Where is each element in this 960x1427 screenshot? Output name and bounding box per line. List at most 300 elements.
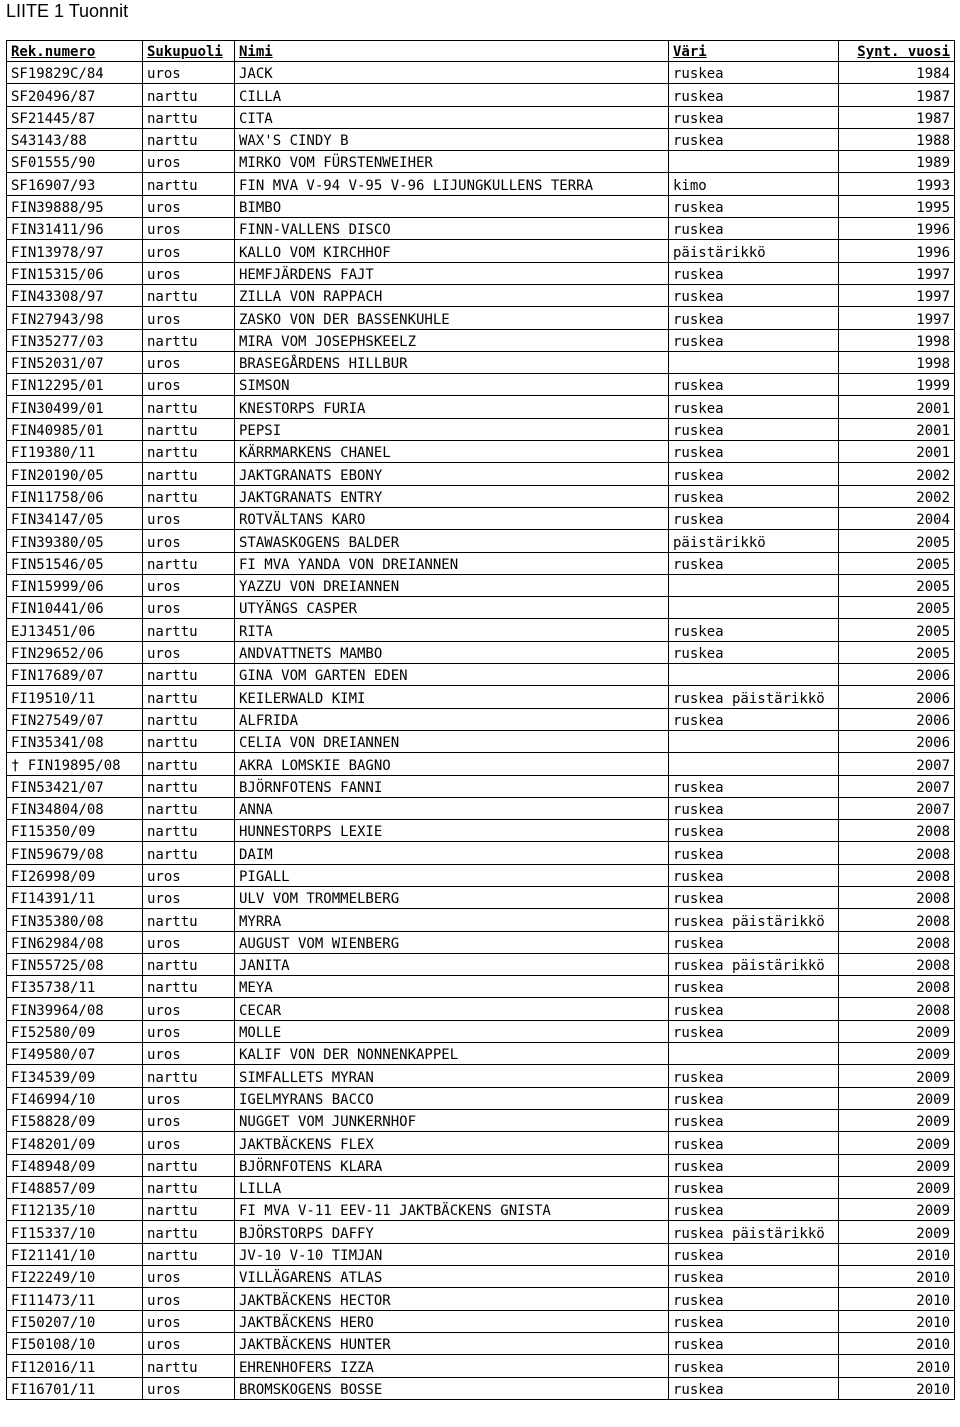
cell-name: MIRKO VOM FÜRSTENWEIHER [235,151,669,173]
table-row [7,953,955,975]
cell-reg-number: FIN59679/08 [7,842,143,864]
cell-reg-number: FI21141/10 [7,1243,143,1265]
cell-birth-year: 2009 [839,1087,955,1109]
cell-color [669,597,839,619]
table-row [7,1243,955,1265]
cell-sex: narttu [143,1243,235,1265]
cell-reg-number: FIN13978/97 [7,240,143,262]
cell-birth-year: 2005 [839,574,955,596]
cell-sex: uros [143,574,235,596]
cell-birth-year: 2010 [839,1288,955,1310]
header-row [7,41,955,62]
cell-reg-number: FIN35380/08 [7,909,143,931]
cell-birth-year: 2010 [839,1266,955,1288]
cell-name: SIMFALLETS MYRAN [235,1065,669,1087]
cell-reg-number: FI19510/11 [7,686,143,708]
cell-reg-number: FI34539/09 [7,1065,143,1087]
cell-reg-number: FI15350/09 [7,820,143,842]
cell-birth-year: 2008 [839,953,955,975]
cell-sex: uros [143,864,235,886]
cell-color: ruskea [669,485,839,507]
cell-reg-number: FIN15315/06 [7,262,143,284]
cell-name: BROMSKOGENS BOSSE [235,1377,669,1399]
cell-name: HEMFJÄRDENS FAJT [235,262,669,284]
cell-color: ruskea [669,1355,839,1377]
cell-sex: narttu [143,329,235,351]
cell-color: ruskea [669,775,839,797]
table-row [7,775,955,797]
table-row [7,485,955,507]
cell-birth-year: 2006 [839,730,955,752]
cell-name: UTYÄNGS CASPER [235,597,669,619]
cell-birth-year: 2008 [839,886,955,908]
cell-name: MIRA VOM JOSEPHSKEELZ [235,329,669,351]
table-row [7,374,955,396]
cell-sex: narttu [143,686,235,708]
cell-sex: narttu [143,730,235,752]
cell-sex: narttu [143,552,235,574]
cell-name: CECAR [235,998,669,1020]
cell-color: ruskea [669,619,839,641]
cell-color: ruskea [669,507,839,529]
cell-color [669,574,839,596]
cell-sex: narttu [143,418,235,440]
cell-reg-number: S43143/88 [7,128,143,150]
table-row [7,530,955,552]
table-row [7,1132,955,1154]
cell-color [669,753,839,775]
cell-birth-year: 1998 [839,329,955,351]
cell-birth-year: 2008 [839,931,955,953]
cell-reg-number: EJ13451/06 [7,619,143,641]
cell-name: CITA [235,106,669,128]
cell-name: ANDVATTNETS MAMBO [235,641,669,663]
cell-birth-year: 2009 [839,1043,955,1065]
cell-sex: uros [143,1288,235,1310]
cell-color: ruskea päistärikkö [669,909,839,931]
cell-color: päistärikkö [669,530,839,552]
table-row [7,708,955,730]
cell-name: PIGALL [235,864,669,886]
cell-reg-number: SF01555/90 [7,151,143,173]
cell-birth-year: 1997 [839,307,955,329]
cell-color: ruskea [669,307,839,329]
cell-color: päistärikkö [669,240,839,262]
cell-birth-year: 2009 [839,1154,955,1176]
cell-birth-year: 2008 [839,909,955,931]
table-row [7,463,955,485]
cell-color: ruskea [669,218,839,240]
cell-reg-number: FI48857/09 [7,1176,143,1198]
cell-name: MEYA [235,976,669,998]
cell-birth-year: 2006 [839,664,955,686]
cell-reg-number: SF20496/87 [7,84,143,106]
table-row [7,1221,955,1243]
cell-name: HUNNESTORPS LEXIE [235,820,669,842]
header-sex: Sukupuoli [143,41,235,62]
cell-name: DAIM [235,842,669,864]
cell-birth-year: 2008 [839,976,955,998]
cell-reg-number: FIN35277/03 [7,329,143,351]
table-row [7,151,955,173]
cell-name: BRASEGÅRDENS HILLBUR [235,351,669,373]
cell-color: ruskea [669,797,839,819]
cell-sex: uros [143,507,235,529]
cell-sex: narttu [143,84,235,106]
table-row [7,864,955,886]
cell-birth-year: 1996 [839,240,955,262]
cell-birth-year: 1987 [839,106,955,128]
cell-reg-number: FIN20190/05 [7,463,143,485]
cell-sex: narttu [143,753,235,775]
cell-sex: uros [143,1266,235,1288]
cell-name: KALLO VOM KIRCHHOF [235,240,669,262]
table-row [7,619,955,641]
cell-reg-number: FI11473/11 [7,1288,143,1310]
cell-birth-year: 2004 [839,507,955,529]
cell-name: KALIF VON DER NONNENKAPPEL [235,1043,669,1065]
cell-color: ruskea [669,1109,839,1131]
header-birth-year: Synt. vuosi [839,41,955,62]
cell-name: ULV VOM TROMMELBERG [235,886,669,908]
table-row [7,329,955,351]
table-row [7,730,955,752]
cell-sex: narttu [143,1199,235,1221]
table-row [7,842,955,864]
cell-birth-year: 2009 [839,1199,955,1221]
table-row [7,62,955,84]
cell-sex: narttu [143,775,235,797]
cell-color: ruskea [669,552,839,574]
table-row [7,1087,955,1109]
cell-color: ruskea [669,374,839,396]
cell-color: ruskea [669,1087,839,1109]
cell-birth-year: 2008 [839,998,955,1020]
header-color: Väri [669,41,839,62]
cell-sex: narttu [143,708,235,730]
table-row [7,1065,955,1087]
cell-birth-year: 1996 [839,218,955,240]
cell-sex: uros [143,641,235,663]
table-row [7,507,955,529]
table-row [7,128,955,150]
cell-sex: narttu [143,463,235,485]
cell-sex: narttu [143,619,235,641]
table-row [7,106,955,128]
cell-reg-number: FIN39964/08 [7,998,143,1020]
cell-name: JAKTBÄCKENS FLEX [235,1132,669,1154]
cell-name: BJÖRNFOTENS FANNI [235,775,669,797]
cell-name: CELIA VON DREIANNEN [235,730,669,752]
cell-birth-year: 1997 [839,284,955,306]
cell-sex: uros [143,151,235,173]
cell-reg-number: FIN10441/06 [7,597,143,619]
cell-color: ruskea [669,998,839,1020]
cell-name: LILLA [235,1176,669,1198]
cell-color: ruskea päistärikkö [669,1221,839,1243]
table-row [7,1310,955,1332]
table-row [7,597,955,619]
cell-color: ruskea [669,976,839,998]
cell-sex: narttu [143,664,235,686]
cell-reg-number: FIN40985/01 [7,418,143,440]
cell-name: VILLÄGARENS ATLAS [235,1266,669,1288]
cell-sex: uros [143,1043,235,1065]
cell-birth-year: 2010 [839,1243,955,1265]
cell-color: ruskea [669,195,839,217]
cell-sex: narttu [143,1176,235,1198]
cell-birth-year: 2008 [839,820,955,842]
table-row [7,441,955,463]
cell-reg-number: FI48201/09 [7,1132,143,1154]
cell-name: AUGUST VOM WIENBERG [235,931,669,953]
table-row [7,1377,955,1399]
cell-name: RITA [235,619,669,641]
cell-sex: uros [143,1109,235,1131]
cell-color: ruskea [669,106,839,128]
table-row [7,552,955,574]
import-table [6,40,955,1400]
cell-sex: narttu [143,953,235,975]
cell-birth-year: 2010 [839,1332,955,1354]
cell-color: ruskea [669,820,839,842]
cell-reg-number: FIN34804/08 [7,797,143,819]
cell-sex: uros [143,1020,235,1042]
cell-sex: uros [143,597,235,619]
cell-name: NUGGET VOM JUNKERNHOF [235,1109,669,1131]
cell-birth-year: 1998 [839,351,955,373]
cell-sex: narttu [143,1355,235,1377]
cell-reg-number: FIN35341/08 [7,730,143,752]
cell-color: ruskea päistärikkö [669,686,839,708]
cell-reg-number: SF21445/87 [7,106,143,128]
cell-name: MYRRA [235,909,669,931]
page-title: LIITE 1 Tuonnit [6,1,129,21]
cell-reg-number: FIN43308/97 [7,284,143,306]
cell-birth-year: 2009 [839,1109,955,1131]
table-row [7,909,955,931]
cell-name: BJÖRSTORPS DAFFY [235,1221,669,1243]
cell-name: KÄRRMARKENS CHANEL [235,441,669,463]
cell-name: FI MVA YANDA VON DREIANNEN [235,552,669,574]
cell-sex: uros [143,1132,235,1154]
cell-name: WAX'S CINDY B [235,128,669,150]
cell-reg-number: FI49580/07 [7,1043,143,1065]
cell-sex: narttu [143,909,235,931]
cell-color: ruskea [669,641,839,663]
cell-name: EHRENHOFERS IZZA [235,1355,669,1377]
cell-reg-number: FIN11758/06 [7,485,143,507]
cell-color: ruskea [669,842,839,864]
table-row [7,998,955,1020]
cell-birth-year: 2006 [839,708,955,730]
cell-color: ruskea [669,1288,839,1310]
cell-reg-number: FI48948/09 [7,1154,143,1176]
cell-name: KEILERWALD KIMI [235,686,669,708]
table-row [7,753,955,775]
cell-name: JAKTBÄCKENS HERO [235,1310,669,1332]
cell-sex: uros [143,886,235,908]
cell-name: PEPSI [235,418,669,440]
cell-name: ZASKO VON DER BASSENKUHLE [235,307,669,329]
table-row [7,262,955,284]
cell-color: ruskea [669,1065,839,1087]
cell-birth-year: 2010 [839,1377,955,1399]
cell-birth-year: 2009 [839,1221,955,1243]
cell-color: ruskea [669,1020,839,1042]
table-row [7,173,955,195]
cell-reg-number: FIN31411/96 [7,218,143,240]
cell-birth-year: 2007 [839,753,955,775]
table-row [7,797,955,819]
cell-name: ROTVÄLTANS KARO [235,507,669,529]
cell-sex: uros [143,530,235,552]
cell-birth-year: 1987 [839,84,955,106]
cell-color: ruskea [669,1377,839,1399]
table-row [7,1266,955,1288]
cell-color: ruskea [669,1332,839,1354]
cell-reg-number: FIN30499/01 [7,396,143,418]
cell-reg-number: FI50207/10 [7,1310,143,1332]
cell-name: JAKTBÄCKENS HECTOR [235,1288,669,1310]
cell-color: ruskea [669,931,839,953]
cell-reg-number: FI19380/11 [7,441,143,463]
cell-name: FINN-VALLENS DISCO [235,218,669,240]
cell-name: YAZZU VON DREIANNEN [235,574,669,596]
cell-birth-year: 2002 [839,485,955,507]
table-row [7,1043,955,1065]
table-row [7,574,955,596]
cell-reg-number: FIN27943/98 [7,307,143,329]
cell-name: MOLLE [235,1020,669,1042]
cell-name: JV-10 V-10 TIMJAN [235,1243,669,1265]
table-row [7,307,955,329]
cell-birth-year: 2005 [839,530,955,552]
cell-name: BIMBO [235,195,669,217]
cell-sex: narttu [143,820,235,842]
cell-reg-number: FIN53421/07 [7,775,143,797]
cell-color: ruskea [669,1132,839,1154]
table-row [7,820,955,842]
cell-color: ruskea [669,708,839,730]
cell-name: AKRA LOMSKIE BAGNO [235,753,669,775]
table-row [7,84,955,106]
cell-reg-number: FIN55725/08 [7,953,143,975]
cell-color: ruskea [669,1266,839,1288]
cell-reg-number: FI52580/09 [7,1020,143,1042]
cell-reg-number: FIN29652/06 [7,641,143,663]
cell-birth-year: 2007 [839,775,955,797]
cell-color: ruskea [669,396,839,418]
cell-color: ruskea [669,128,839,150]
cell-reg-number: FI12135/10 [7,1199,143,1221]
cell-reg-number: FIN39380/05 [7,530,143,552]
cell-name: GINA VOM GARTEN EDEN [235,664,669,686]
cell-birth-year: 2005 [839,641,955,663]
cell-color [669,1043,839,1065]
cell-reg-number: SF19829C/84 [7,62,143,84]
cell-birth-year: 2005 [839,552,955,574]
cell-birth-year: 1989 [839,151,955,173]
cell-color: ruskea päistärikkö [669,953,839,975]
cell-name: STAWASKOGENS BALDER [235,530,669,552]
cell-reg-number: FIN51546/05 [7,552,143,574]
cell-name: JANITA [235,953,669,975]
cell-sex: uros [143,262,235,284]
cell-name: FI MVA V-11 EEV-11 JAKTBÄCKENS GNISTA [235,1199,669,1221]
cell-birth-year: 2005 [839,597,955,619]
cell-sex: uros [143,1310,235,1332]
cell-sex: narttu [143,1221,235,1243]
cell-name: JAKTGRANATS EBONY [235,463,669,485]
cell-sex: narttu [143,441,235,463]
cell-birth-year: 1995 [839,195,955,217]
cell-sex: narttu [143,106,235,128]
cell-birth-year: 2001 [839,441,955,463]
cell-sex: narttu [143,128,235,150]
cell-birth-year: 2005 [839,619,955,641]
cell-sex: uros [143,62,235,84]
cell-color: ruskea [669,262,839,284]
cell-birth-year: 2009 [839,1065,955,1087]
cell-birth-year: 1988 [839,128,955,150]
cell-name: JAKTGRANATS ENTRY [235,485,669,507]
table-row [7,1154,955,1176]
cell-reg-number: SF16907/93 [7,173,143,195]
cell-name: JAKTBÄCKENS HUNTER [235,1332,669,1354]
table-row [7,218,955,240]
cell-sex: narttu [143,842,235,864]
cell-birth-year: 2009 [839,1020,955,1042]
table-row [7,418,955,440]
table-row [7,1199,955,1221]
cell-sex: uros [143,931,235,953]
table-row [7,1109,955,1131]
cell-birth-year: 2006 [839,686,955,708]
cell-reg-number: † FIN19895/08 [7,753,143,775]
cell-color: kimo [669,173,839,195]
cell-reg-number: FIN17689/07 [7,664,143,686]
cell-name: KNESTORPS FURIA [235,396,669,418]
cell-name: ANNA [235,797,669,819]
table-row [7,886,955,908]
cell-sex: narttu [143,1065,235,1087]
cell-name: CILLA [235,84,669,106]
cell-sex: narttu [143,1154,235,1176]
cell-sex: uros [143,1087,235,1109]
cell-color: ruskea [669,1199,839,1221]
cell-sex: uros [143,351,235,373]
cell-reg-number: FI15337/10 [7,1221,143,1243]
table-row [7,641,955,663]
table-row [7,284,955,306]
table-row [7,195,955,217]
cell-name: BJÖRNFOTENS KLARA [235,1154,669,1176]
cell-reg-number: FI14391/11 [7,886,143,908]
cell-color: ruskea [669,418,839,440]
cell-reg-number: FI58828/09 [7,1109,143,1131]
cell-color: ruskea [669,1176,839,1198]
cell-color [669,664,839,686]
cell-birth-year: 2001 [839,396,955,418]
cell-name: SIMSON [235,374,669,396]
cell-reg-number: FI16701/11 [7,1377,143,1399]
cell-color [669,730,839,752]
cell-reg-number: FI35738/11 [7,976,143,998]
cell-birth-year: 2008 [839,842,955,864]
cell-sex: narttu [143,396,235,418]
cell-color: ruskea [669,62,839,84]
